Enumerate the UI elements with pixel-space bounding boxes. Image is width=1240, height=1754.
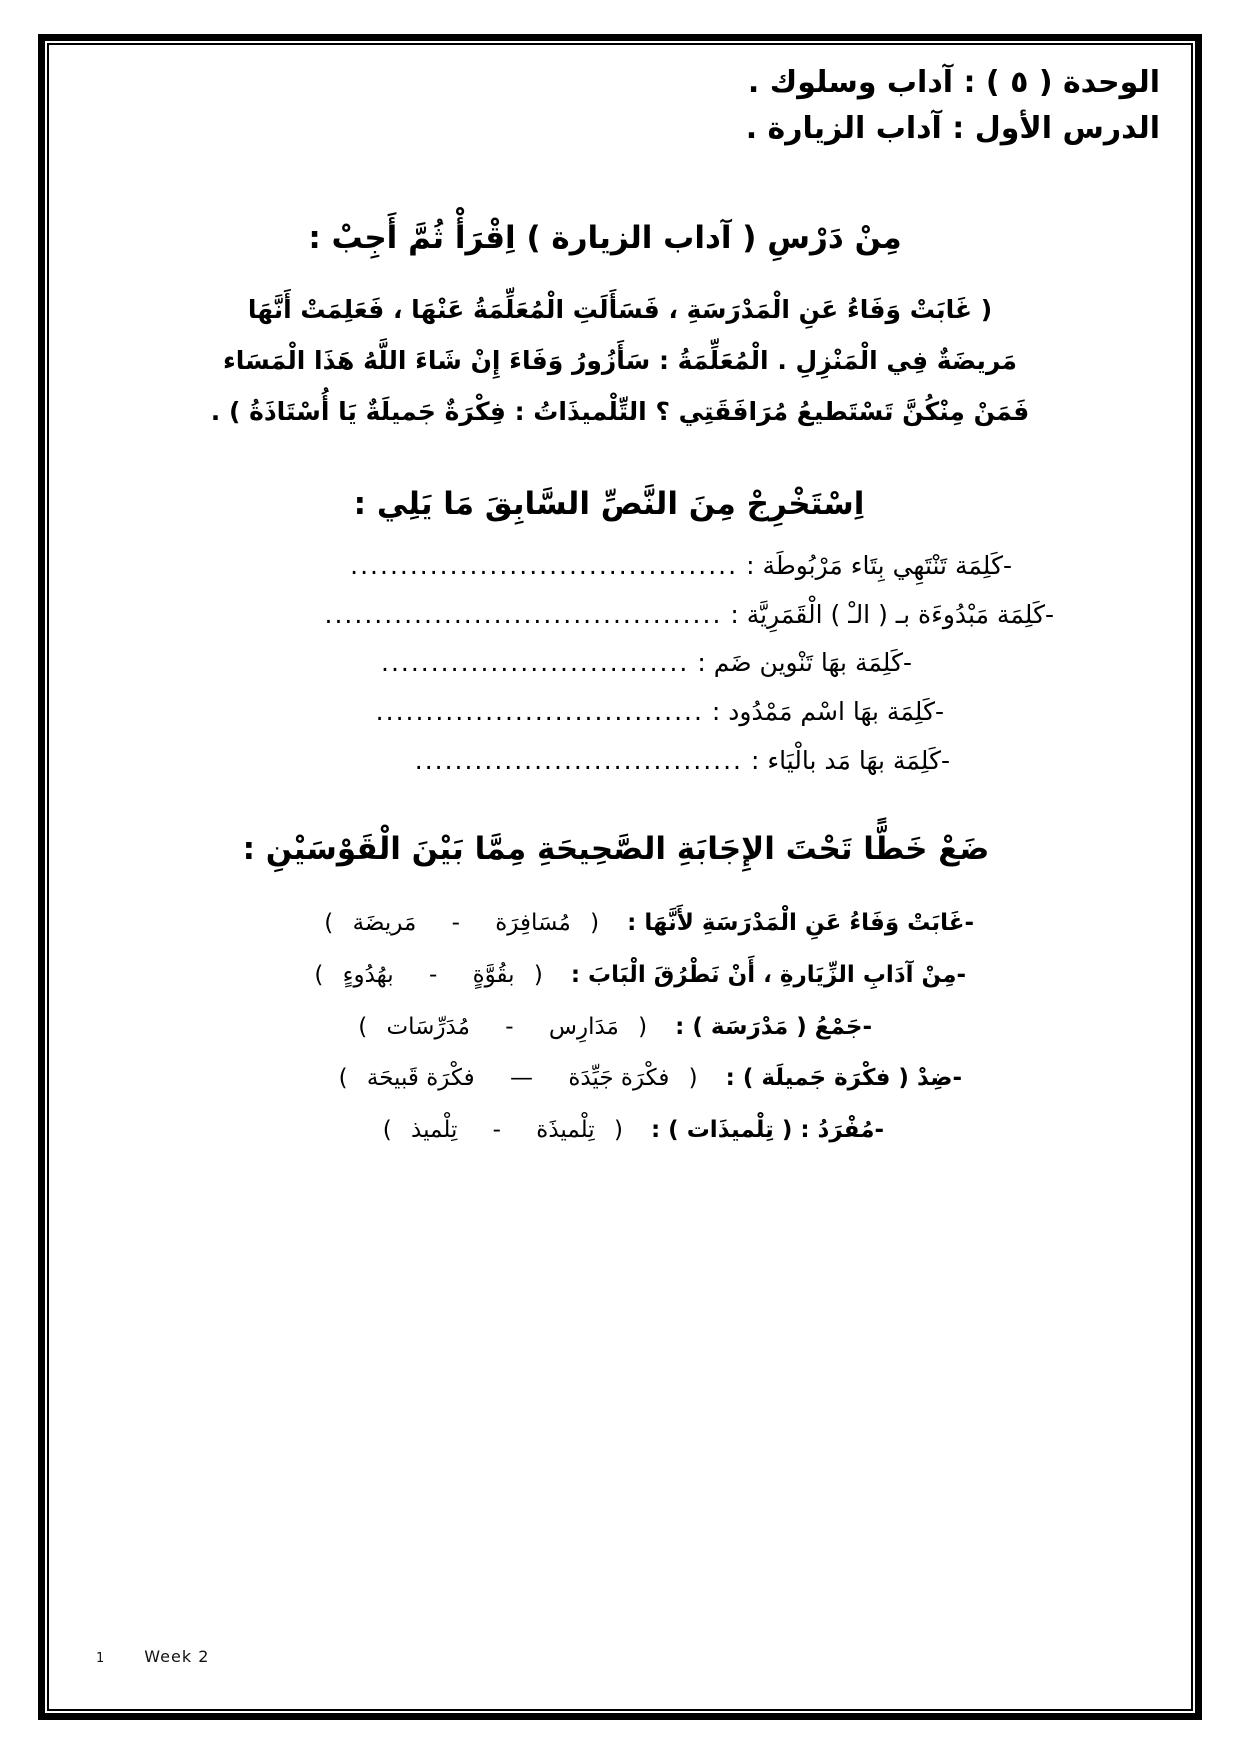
- extraction-item-label: -كَلِمَة تَنْتَهِي بِتَاء مَرْبُوطَة :: [746, 550, 1012, 580]
- open-paren: (: [613, 1117, 623, 1144]
- mcq-option-a[interactable]: مَدَارِس: [548, 1013, 619, 1040]
- mcq-option-b[interactable]: مَريضَة: [352, 910, 417, 937]
- mcq-option-a[interactable]: تِلْميذَة: [536, 1117, 595, 1144]
- open-paren: (: [533, 961, 543, 988]
- extraction-item: [78, 639, 1162, 688]
- question2-heading: اِسْتَخْرِجْ مِنَ النَّصِّ السَّابِقَ مَا يَلِي :: [353, 486, 865, 523]
- option-separator: -: [451, 910, 460, 937]
- answer-blank[interactable]: ........................................: [324, 599, 723, 629]
- extraction-item: [78, 737, 1162, 786]
- extraction-item: [78, 542, 1162, 591]
- close-paren: ): [382, 1117, 392, 1144]
- mcq-item: [78, 1002, 1162, 1054]
- mcq-item: [78, 1053, 1162, 1105]
- mcq-option-b[interactable]: فكْرَة قَبيحَة: [366, 1065, 475, 1092]
- mcq-stem: -مُفْرَدُ : ( تِلْميذَات ) :: [650, 1117, 884, 1144]
- week-label: Week 2: [144, 1647, 210, 1666]
- close-paren: ): [324, 910, 334, 937]
- mcq-options: [312, 950, 571, 1002]
- mcq-option-a[interactable]: مُسَافِرَة: [495, 910, 571, 937]
- extraction-list: [78, 542, 1162, 786]
- passage-line: مَريضَةٌ فِي الْمَنْزِلِ . الْمُعَلِّمَةُ : سَأَزُورُ وَفَاءَ إِنْ شَاءَ اللَّهُ هَذَا الْمَسَاء: [223, 345, 1017, 375]
- mcq-option-a[interactable]: بقُوَّةٍ: [472, 961, 515, 988]
- mcq-options: [356, 1002, 675, 1054]
- mcq-stem: -مِنْ آدَابِ الزِّيَارةِ ، أَنْ نَطْرُقَ الْبَابَ :: [570, 961, 966, 988]
- mcq-option-b[interactable]: تِلْميذ: [411, 1117, 458, 1144]
- question3-heading: ضَعْ خَطًّا تَحْتَ الإِجَابَةِ الصَّحِيحَةِ مِمَّا بَيْنَ الْقَوْسَيْنِ :: [242, 830, 990, 867]
- open-paren: (: [590, 910, 600, 937]
- mcq-options: [381, 1105, 651, 1157]
- close-paren: ): [338, 1065, 348, 1092]
- answer-blank[interactable]: .......................................: [350, 550, 739, 580]
- page-number: 1: [96, 1651, 105, 1666]
- multiple-choice-list: [78, 898, 1162, 1157]
- mcq-stem: -جَمْعُ ( مَدْرَسَة ) :: [675, 1013, 872, 1040]
- page-footer: [96, 1647, 209, 1666]
- passage-line: ( غَابَتْ وَفَاءُ عَنِ الْمَدْرَسَةِ ، فَسَأَلَتِ الْمُعَلِّمَةُ عَنْهَا ، فَعَلِمَتْ أَنَّهَا: [247, 294, 993, 324]
- answer-blank[interactable]: .................................: [414, 745, 743, 775]
- option-separator: -: [428, 961, 438, 988]
- extraction-item-label: -كَلِمَة بهَا اسْم مَمْدُود :: [711, 697, 944, 727]
- option-separator: -: [492, 1117, 501, 1144]
- worksheet-content: [78, 60, 1162, 1157]
- mcq-item: [78, 950, 1162, 1002]
- extraction-item-label: -كَلِمَة بهَا مَد بالْيَاء :: [751, 745, 950, 775]
- answer-blank[interactable]: ...............................: [381, 648, 690, 678]
- open-paren: (: [688, 1065, 698, 1092]
- extraction-item: [78, 688, 1162, 737]
- mcq-option-b[interactable]: مُدَرِّسَات: [386, 1013, 470, 1040]
- reading-passage: [78, 284, 1162, 438]
- option-separator: -: [505, 1013, 514, 1040]
- mcq-options: [337, 1053, 726, 1105]
- mcq-option-a[interactable]: فكْرَة جَيِّدَة: [568, 1065, 670, 1092]
- extraction-item-label: -كَلِمَة مَبْدُوءَة بـ ( الـْ ) الْقَمَرِيَّة :: [730, 599, 1054, 629]
- open-paren: (: [638, 1013, 648, 1040]
- close-paren: ): [358, 1013, 368, 1040]
- close-paren: ): [314, 961, 324, 988]
- passage-line: فَمَنْ مِنْكُنَّ تَسْتَطيعُ مُرَافَقَتِي ؟ التِّلْميذَاتُ : فِكْرَةٌ جَميلَةٌ يَا أُسْتَاذَةُ ) .: [210, 397, 1030, 427]
- mcq-option-b[interactable]: بهُدُوءٍ: [342, 961, 394, 988]
- mcq-stem: -ضِدْ ( فكْرَة جَميلَة ) :: [725, 1065, 962, 1092]
- answer-blank[interactable]: .................................: [375, 697, 704, 727]
- mcq-item: [78, 898, 1162, 950]
- mcq-stem: -غَابَتْ وَفَاءُ عَنِ الْمَدْرَسَةِ لأَنَّهَا :: [627, 910, 974, 937]
- unit-title: الوحدة ( ٥ ) : آداب وسلوك .: [747, 65, 1160, 100]
- extraction-item: [78, 591, 1162, 640]
- extraction-item-label: -كَلِمَة بهَا تَنْوين ضَم :: [697, 648, 912, 678]
- mcq-item: [78, 1105, 1162, 1157]
- question1-heading: مِنْ دَرْسِ ( آداب الزيارة ) اِقْرَأْ ثُمَّ أَجِبْ :: [308, 220, 902, 257]
- mcq-options: [322, 898, 627, 950]
- lesson-title: الدرس الأول : آداب الزيارة .: [745, 110, 1160, 146]
- option-separator: —: [510, 1065, 533, 1092]
- document-header: [78, 60, 1162, 151]
